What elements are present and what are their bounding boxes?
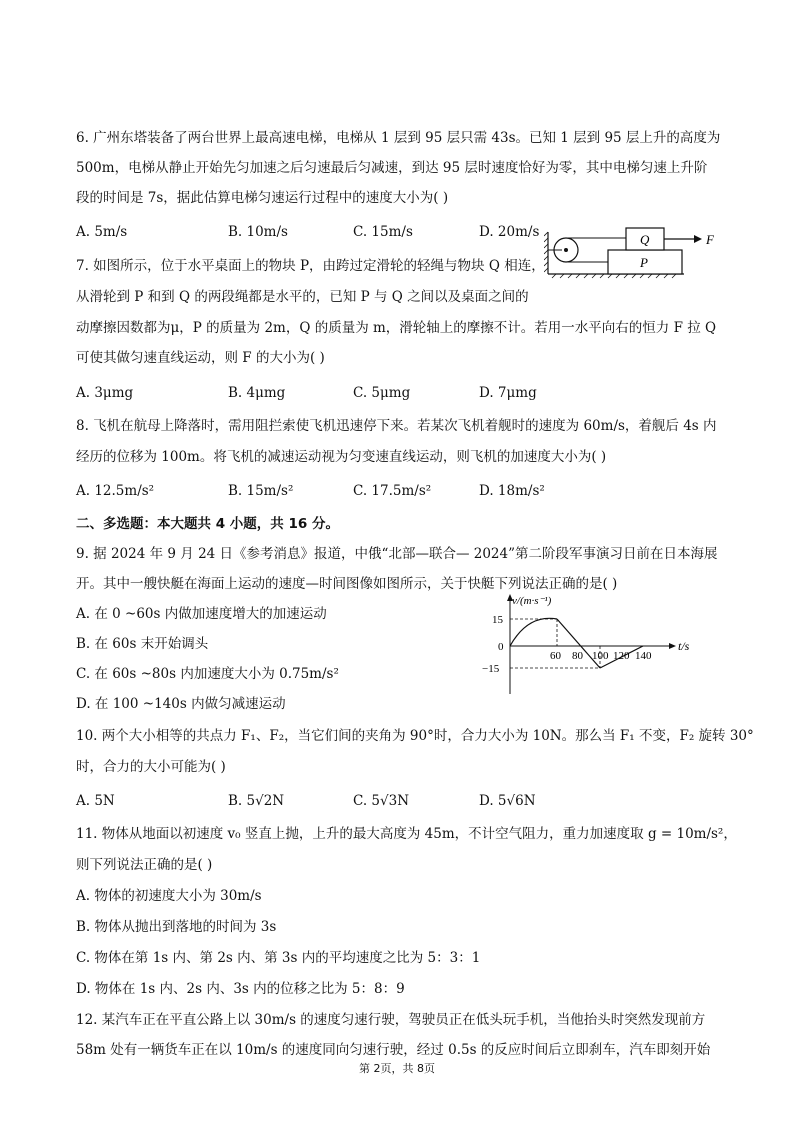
q7-line3: 动摩擦因数都为μ，P 的质量为 2m，Q 的质量为 m，滑轮轴上的摩擦不计。若用一水平向右的恒力 F 拉 Q [76, 320, 717, 336]
q10-option-a: A. 5N [76, 793, 115, 809]
q6-option-b: B. 10m/s [228, 224, 288, 240]
q9-line1: 9. 据 2024 年 9 月 24 日《参考消息》报道，中俄“北部—联合— 2024”第二阶段军事演习日前在日本海展 [76, 546, 718, 562]
block-q-label: Q [640, 232, 650, 247]
q7-line2: 从滑轮到 P 和到 Q 的两段绳都是水平的，已知 P 与 Q 之间以及桌面之间的 [76, 289, 529, 305]
graph-x-tick-60: 60 [550, 650, 561, 662]
q7-option-d: D. 7μmg [479, 385, 537, 401]
q7-line4: 可使其做匀速直线运动，则 F 的大小为( ) [76, 350, 325, 366]
pulley-blocks-figure [544, 224, 734, 280]
block-p-label: P [640, 255, 648, 270]
q7-option-c: C. 5μmg [353, 385, 411, 401]
q9-option-c: C. 在 60s ~80s 内加速度大小为 0.75m/s² [76, 666, 339, 682]
q6-line2: 500m，电梯从静止开始先匀加速之后匀速最后匀减速，到达 95 层时速度恰好为零，其中电梯匀速上升阶 [76, 160, 708, 176]
q12-line2: 58m 处有一辆货车正在以 10m/s 的速度同向匀速行驶，经过 0.5s 的反应时间后立即刹车，汽车即刻开始 [76, 1042, 711, 1058]
q11-option-a: A. 物体的初速度大小为 30m/s [76, 888, 262, 904]
velocity-time-graph [476, 592, 716, 704]
q10-option-b: B. 5√2N [228, 793, 285, 809]
q6-line1: 6. 广州东塔装备了两台世界上最高速电梯，电梯从 1 层到 95 层只需 43s。已知 1 层到 95 层上升的高度为 [76, 130, 721, 146]
graph-x-label: t/s [678, 639, 690, 653]
graph-y-tick-15: 15 [492, 614, 503, 626]
q11-option-b: B. 物体从抛出到落地的时间为 3s [76, 919, 277, 935]
q9-option-a: A. 在 0 ~60s 内做加速度增大的加速运动 [76, 606, 327, 622]
q8-option-b: B. 15m/s² [228, 483, 294, 499]
q11-line2: 则下列说法正确的是( ) [76, 857, 213, 873]
q11-line1: 11. 物体从地面以初速度 v₀ 竖直上抛，上升的最大高度为 45m，不计空气阻力，重力加速度取 g = 10m/s²， [76, 826, 737, 842]
page-footer: 第 2页，共 8页 [359, 1062, 435, 1075]
q8-option-c: C. 17.5m/s² [353, 483, 432, 499]
graph-x-tick-120: 120 [613, 650, 630, 662]
q10-option-c: C. 5√3N [353, 793, 410, 809]
graph-y-tick-neg15: −15 [482, 663, 500, 675]
graph-x-tick-80: 80 [572, 650, 583, 662]
q10-option-d: D. 5√6N [479, 793, 536, 809]
graph-origin-label: 0 [498, 641, 504, 653]
q6-option-c: C. 15m/s [353, 224, 413, 240]
q12-line1: 12. 某汽车正在平直公路上以 30m/s 的速度匀速行驶，驾驶员正在低头玩手机，当他抬头时突然发现前方 [76, 1012, 706, 1028]
q6-line3: 段的时间是 7s，据此估算电梯匀速运行过程中的速度大小为( ) [76, 190, 449, 206]
q6-option-d: D. 20m/s [479, 224, 540, 240]
q8-option-a: A. 12.5m/s² [76, 483, 155, 499]
q10-line1: 10. 两个大小相等的共点力 F₁、F₂，当它们间的夹角为 90°时，合力大小为 10N。那么当 F₁ 不变，F₂ 旋转 30° [76, 728, 754, 744]
q8-option-d: D. 18m/s² [479, 483, 545, 499]
q10-line2: 时，合力的大小可能为( ) [76, 759, 226, 775]
q7-line1: 7. 如图所示，位于水平桌面上的物块 P，由跨过定滑轮的轻绳与物块 Q 相连， [76, 258, 545, 274]
q11-option-d: D. 物体在 1s 内、2s 内、3s 内的位移之比为 5：8：9 [76, 981, 405, 997]
q9-option-b: B. 在 60s 末开始调头 [76, 636, 209, 652]
q8-line1: 8. 飞机在航母上降落时，需用阻拦索使飞机迅速停下来。若某次飞机着舰时的速度为 60m/s，着舰后 4s 内 [76, 418, 717, 434]
q9-option-d: D. 在 100 ~140s 内做匀减速运动 [76, 696, 286, 712]
q9-line2: 开。其中一艘快艇在海面上运动的速度—时间图像如图所示，关于快艇下列说法正确的是( ) [76, 576, 618, 592]
q8-line2: 经历的位移为 100m。将飞机的减速运动视为匀变速直线运动，则飞机的加速度大小为( ) [76, 449, 607, 465]
q11-option-c: C. 物体在第 1s 内、第 2s 内、第 3s 内的平均速度之比为 5：3：1 [76, 950, 481, 966]
q6-option-a: A. 5m/s [76, 224, 128, 240]
q7-option-b: B. 4μmg [228, 385, 286, 401]
graph-x-tick-140: 140 [635, 650, 652, 662]
graph-x-tick-100: 100 [592, 650, 609, 662]
force-label: F [706, 232, 714, 247]
section-multiple-choice-heading: 二、多选题：本大题共 4 小题，共 16 分。 [76, 516, 339, 532]
q7-option-a: A. 3μmg [76, 385, 134, 401]
graph-y-label: v/(m·s⁻¹) [512, 595, 552, 607]
